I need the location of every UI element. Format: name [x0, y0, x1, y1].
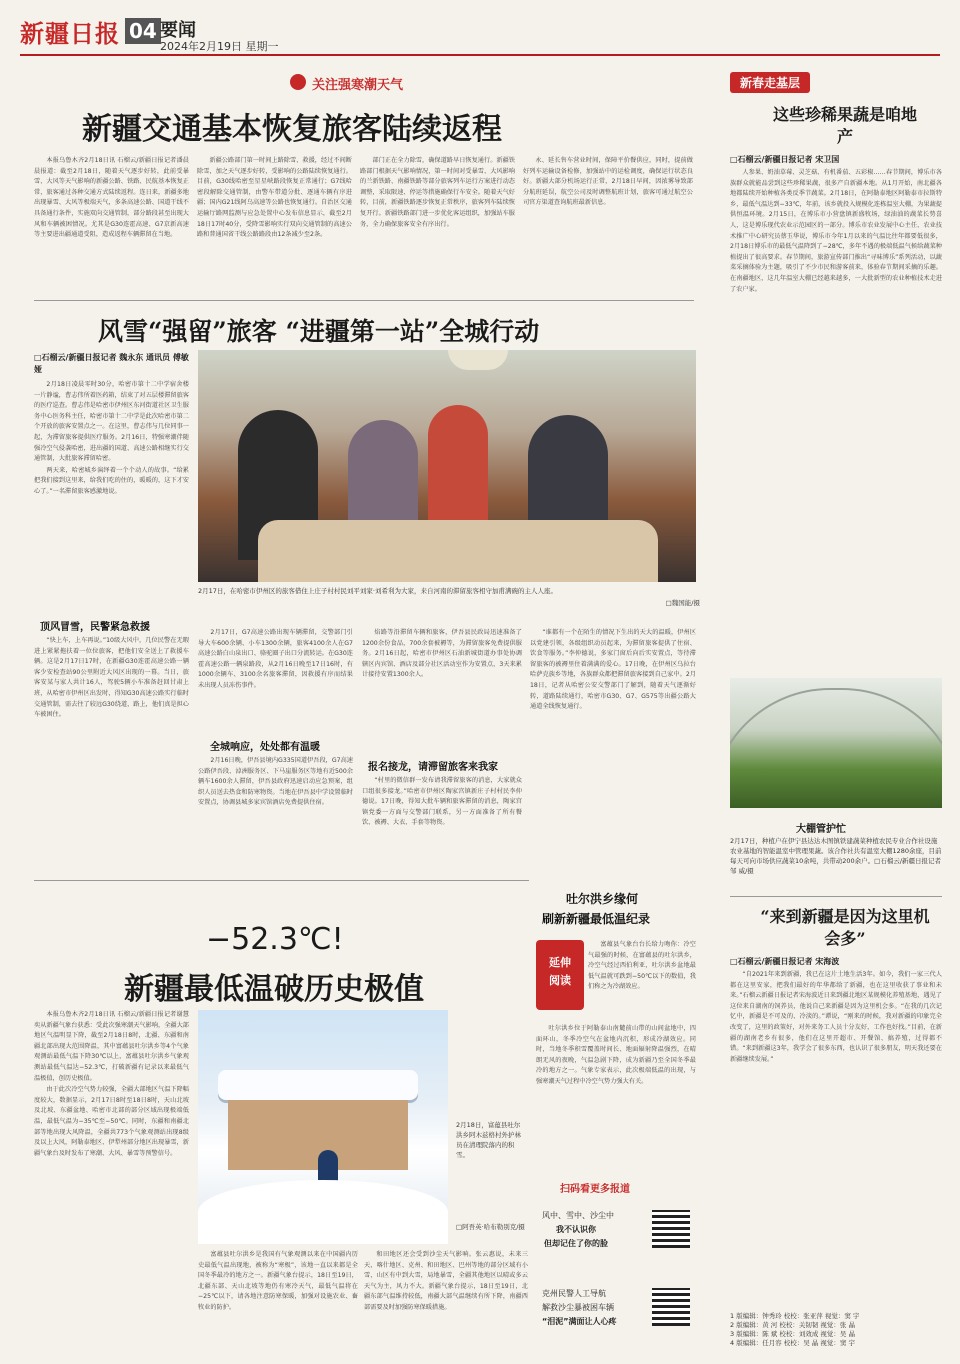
greenhouse-arch — [730, 688, 942, 808]
sidebar-photo-caption: 2月17日，种植户在伊宁县达达木图镇铁建蔬菜种植农民专业合作社设施农业基地的智能温室中管理果蔬。该合作社共有温室大棚1280余座，目前每天可向市场供应蔬菜10余吨，共带动200余户。□石榴云/新疆日报记者 邹 威/摄 — [730, 837, 942, 875]
article2-col1b: “快上车，上车再说。”10级大风中，几位民警在无暇进上紧紧拖扶着一位位旅客，把他们安全送上了救援车辆。这是2月17日17时，在新疆G30连霍高速公路一辆客少安检查站90公里附近大风区出现的一幕。当日，旅客安某与家人共计16人，驾驶5辆小车准备赶回甘肃上班，从哈密市伊州区出发时，得知G30高速公路实行临时交通管制，需去往了较远G30绕道，路上，他们真是担心车被困住。 — [34, 637, 189, 719]
scan-box — [536, 1180, 696, 1354]
issue-date: 2024年2月19日 星期一 — [160, 40, 279, 53]
greenhouse-photo — [730, 678, 942, 808]
sidebar-story1-headline: 这些珍稀果蔬是咱地产 — [772, 105, 917, 146]
reading-headline-1: 吐尔洪乡缘何 — [566, 892, 639, 906]
newspaper-logo: 新疆日报 — [20, 19, 120, 48]
photo-caption: 2月17日，在哈密市伊州区的旅客借住上庄子村村民刘平刘家·刘希利为大家，来自河南的滞留旅客相守加甫满碗的主人人座。 — [198, 587, 557, 595]
snow-clearing-photo — [198, 1010, 448, 1244]
article1-col4: 永、延长售车营业时间，保障平价餐供应，同时，提前做好列车运输设备检修，加强站中的运检调度，确保运行状态良好。新疆大部分机场运行正常，2月18日早间，因浓雾导致部分航班延误，航空公司及时调整航班计划，旅客可通过航空公司官方渠道查询航班最新信息。 — [523, 157, 693, 207]
article1-headline: 新疆交通基本恢复旅客陆续返程 — [82, 112, 502, 147]
sidebar-story1-byline: □石榴云/新疆日报记者 宋卫国 — [730, 155, 840, 164]
photo-credit: □阿吾英·哈布勒别克/摄 — [456, 1223, 525, 1231]
article2-byline: □石榴云/新疆日报记者 魏永东 通讯员 傅敏娅 — [34, 353, 189, 374]
article2-subhead-3: 报名接龙，请滞留旅客来我家 — [368, 762, 498, 773]
article3-col3: 和田地区还会受到沙尘天气影响。张云惠说，未来三天，喀什地区、克州、和田地区、巴州等地的部分区域有小雪，山区有中到大雪，局地暴雪，全疆其他地区以晴或多云天气为主，风力不大。新疆气象台提示，18日至19日，北疆东部气温维持较低，南疆大部气温继续有所下降，南疆西部需要及时加强防寒保暖措施。 — [364, 1251, 528, 1311]
article3-headline: 新疆最低温破历史极值 — [124, 972, 424, 1007]
article1-col2: 新疆公路部门第一时间上路除雪、救援，经过不间断除雪，加之天气逐步好转，受影响的公路陆续恢复通行。目前，G30线哈密至星星峡路段恢复正常通行；G7线哈密段解除交通管制，由警车带道分批、逐通车辆有序进疆；国内G21线阿乌高速等公路也恢复通行。自治区交通运输厅路网监测与应急处置中心发布信息显示，截至2月18日17时40分，受降雪影响实行双向交通管制的高速公路和普通国省干线公路路段由12条减少至2条。 — [197, 157, 352, 239]
article2-headline: 风雪“强留”旅客 “进疆第一站”全城行动 — [98, 317, 540, 346]
scan-item-2-line1: 克州民警人工导航 — [542, 1289, 606, 1298]
snow-drift — [198, 1180, 448, 1244]
section-title: 要闻 — [160, 20, 196, 41]
article3-headline-temp: −52.3℃! — [206, 922, 344, 957]
photo-caption: 2月18日，富蕴县吐尔洪乡阿木兹格村外护林员在清理院落内的积雪。 — [456, 1121, 521, 1159]
sidebar-photo-title: 大棚管护忙 — [796, 824, 846, 835]
reading-tag-1: 延伸 — [549, 956, 571, 969]
flower-icon — [290, 74, 306, 90]
article2-col1: 2月18日凌晨零时30分，哈密市第十二中学宿舍楼一片静谧，曹志伟所着医药箱，结束了对五层楼滞留旅客的医疗巡查。曹志伟是哈密市伊州区东河街道社区卫生服务中心医务科主任，哈密市第十二中学是此次哈密市第二个开放的旅客安置点之一。在这里，曹志伟与几位同事一起，为滞留旅客提供医疗服务。2月16日，特强寒潮伴随强冷空气侵袭哈密，进出疆的国道、高速公路相继实行交通管制，大批旅客滞留哈密。 两天来，哈密城乡演绎着一个个动人的故事。“给累把我们接到这里来，给我们吃的住的，暖暖的，这下才安心了。”一名滞留旅客感激地说。 — [34, 381, 189, 495]
reading-headline-2: 刷新新疆最低温纪录 — [542, 912, 651, 926]
masthead — [20, 10, 940, 56]
extended-reading-box — [536, 890, 696, 1170]
sidebar-story2-byline: □石榴云/新疆日报记者 宋海波 — [730, 957, 840, 966]
qr-code-icon[interactable] — [652, 1210, 690, 1248]
credit-line: 3 版编辑：陈 斌 校校：刘效成 视觉：吴 晶 — [730, 1330, 855, 1338]
page-credits — [730, 1312, 942, 1348]
sidebar-story2-body: “自2021年来到新疆，我已在这片土地生活3年。如今，我们一家三代人都在这里安家，把我们最好的年华都给了新疆，也在这里收获了事业和未来。”石榴云新疆日报记者宋海波近日来到疆北地区某规模化养殖基地，遇见了这位来自湖南的饲养员，他说自己来新疆是因为这里机会多。“在我的几次记忆中，新疆是不可及的、冷淡的。”谭说，“刚来的时候，我对新疆的印象完全改变了，这里的政策好，对外来务工人员十分友好，工作也好找。”目前，在新疆的湖南老乡有很多，他们在这里开超市、开餐馆、搞养殖，过得都不错。“来到新疆这3年，我学会了很多东西，也认识了很多朋友，明天我还要在新疆继续发展。” — [730, 971, 942, 1063]
sidebar-banner: 新春走基层 — [730, 72, 810, 93]
scan-item-1[interactable] — [536, 1202, 696, 1262]
divider — [730, 896, 942, 897]
scan-item-1-line2: 我不认识你 — [556, 1225, 596, 1234]
sidebar-story2-headline: “来到新疆是因为这里机会多” — [760, 907, 930, 948]
scan-item-2-line2: 解救沙尘暴被困车辆 — [542, 1303, 614, 1312]
page-number: 04 — [125, 18, 161, 44]
scan-item-1-line3: 但却记住了你的脸 — [544, 1239, 608, 1248]
photo-credit: □魏国能/摄 — [665, 599, 700, 607]
article1-col1: 本报乌鲁木齐2月18日讯 石榴云/新疆日报记者潘晨晨报道：截至2月18日，随着天气逐步好转，此前受暴雪、大风等天气影响的新疆公路、铁路、民航基本恢复正常，旅客通过各种交通方式陆续返程。连日来，新疆多地出现暴雪、大风等极端天气，多条高速公路、国道干线不具备通行条件，实施双向交通管制，部分路段甚至出现大风和车辆被困情况。尤其是G30连霍高速、G7京新高速等主要进出疆通道受阻，造成返程车辆滞留在当地。 — [34, 157, 189, 239]
divider — [34, 880, 529, 881]
article3-col2: 富蕴县吐尔洪乡是我国有气象观测以来在中国疆内历史最低气温出现地，被称为“寒极”，该地一直以来都是全国冬季最冷的地方之一。新疆气象台提示，18日至19日，北疆东部、天山北坡等地仍有寒冷天气，最低气温将在−25℃以下，请各地注意防寒保暖，加强对设施农业、畜牧业的防护。 — [198, 1251, 358, 1311]
scan-item-2[interactable] — [536, 1280, 696, 1340]
credit-line: 4 版编辑：任月容 校校：吴 晶 视觉：窦 宇 — [730, 1339, 855, 1347]
article1-col3: 部门正在全力除雪，确保道路早日恢复通行。新疆铁路部门根据天气影响情况，第一时间对受暴雪、大风影响的兰新铁路、南疆铁路等部分旅客列车运行方案进行动态调整，采取限速、停运等措施确保行车安全。随着天气好转，目前，新疆铁路逐步恢复正常秩序，旅客列车陆续恢复开行。新疆铁路部门进一步优化客运组织，加强站车服务，全力确保旅客安全有序出行。 — [360, 157, 515, 228]
scan-label: 扫码看更多报道 — [560, 1184, 630, 1195]
article2-col2b: 2月16日晚，伊吾县境内G335国道伊吾段，G7高速公路伊吾段、淖洲服务区、下马崖服务区等地有近500余辆车1600余人滞留，伊吾县政府迅速启动应急预案，组织人员送去热食和防寒物资。当地在伊吾县中学设置临时安置点，协调县城多家宾馆酒店免费提供住宿。 — [198, 757, 353, 807]
dining-table — [258, 520, 658, 582]
right-sidebar — [730, 68, 942, 1358]
article2-col4: “谁都有一个在陌生的情况下生出的天大的温暖，伊州区以党建引领，各级组织动员起来，为滞留旅客提供了住宿、饮食等服务。”李仲德说，多家门窗后向后实安置点，等待滞留旅客的被褥里住着满满的爱心。17日晚，在伊州区乌拉台哈萨克族乡等地，各族群众都把滞留旅客接到自己家中。2月18日，记者从哈密公安交警部门了解到，随着天气逐渐好转，道路陆续通行，哈密市G30、G7、G575等出疆公路大通道全线恢复通行。 — [530, 629, 696, 711]
sidebar-story1-body: 人参果、奶油草莓、灵芝菇、有机番茄、五彩椒……春节期间，博乐市各族群众就能品尝到这些珍稀果蔬，很多产自新疆本地。从1月开始，南北疆各地都陆续开始种植各类反季节蔬菜。2月18日，在阿勒泰地区阿勒泰市拉斯特乡，最低气温达到−33℃，年前，该乡就投入规模化连栋温室大棚，为果蔬提供恒温环境。2月15日，在博乐市小营盘镇新盛牧场，绿油油的蔬菜长势喜人，这是博乐现代农业示范园区的一部分。博乐市农业发展中心主任、农业技术推广中心研究员蔡玉华说，博乐市今年1月以来的气温比往年都要低很多，2月18日博乐市的最低气温降到了−28℃，多年不遇的极端低温气候给蔬菜种植提出了很高要求。春节期间，旅游宣传部门推出“寻味博乐”系列活动，以蔬菜采摘体验为主题，吸引了不少市民和游客前来，体验春节期间采摘的乐趣。在南疆地区，这几年温室大棚已经越来越多，一大批新型的农业种植技术走进了农户家。 — [730, 169, 942, 293]
article2-subhead-2: 全城响应，处处都有温暖 — [210, 742, 320, 753]
reading-tag — [536, 940, 584, 1010]
article2-col3: 焰路等沿滞留车辆和旅客，伊吾县民政局迅速准备了1200余份食品，700余套被褥等，为滞留旅客免费提供服务。2月16日起，哈密市伊州区石油新城街道办事处协调辖区内宾馆、酒店及部分社区活动室作为安置点，3天来累计接待安置1300余人。 — [362, 629, 522, 679]
credit-line: 2 版编辑：黄 河 校校：关韧韧 视觉：张 晶 — [730, 1321, 855, 1329]
reading-tag-2: 阅读 — [549, 974, 571, 987]
scan-item-1-line1: 风中、雪中、沙尘中 — [542, 1211, 614, 1220]
divider — [34, 300, 694, 301]
snow-roof — [218, 1070, 418, 1100]
family-dinner-photo — [198, 350, 696, 582]
credit-line: 1 版编辑：钟秀玲 校校：张亚萍 视觉：窦 宇 — [730, 1312, 860, 1320]
reading-intro: 富蕴县气象台台长给力吻你：冷空气最强的时候，在富蕴县的吐尔洪乡，冷空气经过西伯利亚，吐尔洪乡盆地最低气温就可跌到−50℃以下的数值，我们称之为冷湖效应。 — [588, 941, 696, 991]
qr-code-icon[interactable] — [652, 1288, 690, 1326]
article2-col3b: “村里的微信群一发布请我滞留旅客的消息，大家就众口组很多接龙。”哈密市伊州区陶家宫镇新庄子村村民李仲德说。17日晚，得知大批车辆和旅客滞留的消息，陶家宫镇党委一方面与交警部门联系，另一方面准备了所有餐饮、被褥、大衣、手套等物资。 — [362, 777, 522, 827]
article3-col1: 本报乌鲁木齐2月18日讯 石榴云/新疆日报记者谢慧奕从新疆气象台获悉：受此次强寒潮天气影响，全疆大部地区气温明显下降，截至2月18日8时，北疆、东疆和南疆北部出现大范围降温，其中富蕴县吐尔洪乡等4个气象观测站最低气温下降30℃以上，富蕴县吐尔洪乡气象观测站最低气温达−52.3℃，打破新疆有记录以来最低气温极值，创历史极值。 由于此次冷空气势力较强，全疆大部地区气温下降幅度较大，数据显示，2月17日8时至18日8时，天山北坡及北坡、东疆盆地、哈密市北部的部分区域出现极端低温，最低气温为−35℃至−50℃。同时，东疆和南疆北部等地出现大风降温，全疆共773个气象观测站出现8级及以上大风，阿勒泰地区、伊犁州部分地区出现暴雪，新疆气象台及时发布了寒潮、大风、暴雪等预警信号。 — [34, 1011, 189, 1157]
article2-subhead-1: 顶风冒雪，民警紧急救援 — [40, 622, 150, 633]
reading-body: 吐尔洪乡位于阿勒泰山南麓前山带的山间盆地中，四面环山，冬季冷空气在盆地内沉积，形成冷湖效应。同时，当地冬季积雪覆盖时间长、地面辐射降温强烈，在晴朗无风的夜晚，气温急剧下降，成为新疆乃至全国冬季最冷的地方之一。气象专家表示，此次极端低温的出现，与强寒潮天气过程中冷空气势力强大有关。 — [536, 1025, 696, 1085]
kicker-text: 关注强寒潮天气 — [312, 78, 404, 93]
lamp-shape — [448, 350, 508, 370]
top-kicker — [290, 72, 430, 94]
article2-col2: 2月17日，G7高速公路出现车辆滞留，交警部门引导大车600余辆、小车1300余辆，旅客4100余人在G7高速公路白山泉出口、骆驼圈子出口分流转运。在G30连霍高速公路一辆泉路段，从2月16日晚至17日16时，有1000余辆车、3100余名旅客滞留，因救援有序而结果未出现人员冻伤事件。 — [198, 629, 353, 689]
scan-item-2-line3: “泪泥”满面让人心疼 — [542, 1317, 617, 1326]
